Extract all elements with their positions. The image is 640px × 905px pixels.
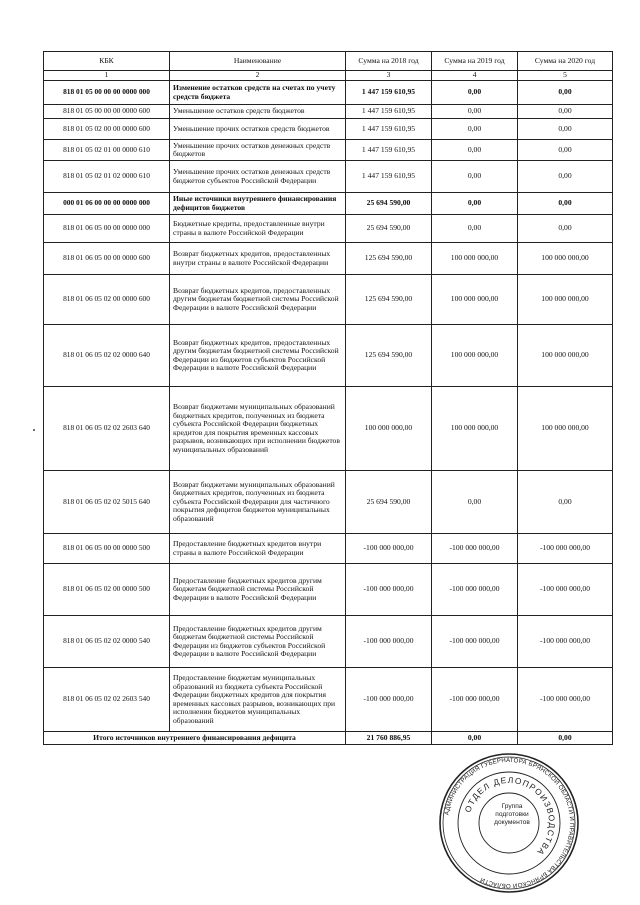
row-name: Уменьшение прочих остатков средств бюджетов [170,119,346,140]
header-name: Наименование [170,52,346,71]
column-number: 3 [346,71,432,81]
header-kbk: КБК [44,52,170,71]
table-row [44,325,613,387]
column-number: 1 [44,71,170,81]
value-2020: -100 000 000,00 [518,616,613,668]
total-2019: 0,00 [432,732,518,745]
total-label: Итого источников внутреннего финансирования дефицита [44,732,346,745]
kbk-code: 818 01 06 05 02 02 0000 640 [44,325,170,387]
value-2020: 0,00 [518,105,613,119]
total-2018: 21 760 886,95 [346,732,432,745]
kbk-code: 818 01 06 05 02 02 2603 540 [44,668,170,732]
value-2019: 0,00 [432,471,518,534]
kbk-code: 000 01 06 00 00 00 0000 000 [44,193,170,215]
kbk-code: 818 01 06 05 02 02 5015 640 [44,471,170,534]
table-row [44,534,613,564]
value-2019: -100 000 000,00 [432,534,518,564]
value-2019: 100 000 000,00 [432,325,518,387]
value-2018: 125 694 590,00 [346,243,432,275]
value-2018: -100 000 000,00 [346,668,432,732]
value-2018: -100 000 000,00 [346,534,432,564]
value-2018: 25 694 590,00 [346,471,432,534]
table-total-row [44,732,613,745]
kbk-code: 818 01 05 02 00 00 0000 600 [44,119,170,140]
value-2019: 100 000 000,00 [432,243,518,275]
header-sum-2020: Сумма на 2020 год [518,52,613,71]
kbk-code: 818 01 06 05 00 00 0000 600 [44,243,170,275]
kbk-code: 818 01 06 05 00 00 0000 500 [44,534,170,564]
row-name: Предоставление бюджетам муниципальных образований из бюджета субъекта Российской Федерации бюджетных кредитов для покрытия временных кассовых разрывов, возникающих при исполнении бюджетов муниципальных образований [170,668,346,732]
row-name: Возврат бюджетных кредитов, предоставленных другим бюджетам бюджетной системы Российской Федерации из бюджетов субъектов Российской Федерации в валюте Российской Федерации [170,325,346,387]
row-name: Возврат бюджетных кредитов, предоставленных другим бюджетам бюджетной системы Российской Федерации в валюте Российской Федерации [170,275,346,325]
value-2019: 0,00 [432,140,518,161]
value-2020: 0,00 [518,81,613,105]
value-2019: 0,00 [432,105,518,119]
value-2019: -100 000 000,00 [432,616,518,668]
table-row [44,564,613,616]
value-2019: 0,00 [432,161,518,193]
value-2020: 0,00 [518,471,613,534]
value-2018: 1 447 159 610,95 [346,119,432,140]
row-name: Уменьшение прочих остатков денежных средств бюджетов [170,140,346,161]
value-2019: -100 000 000,00 [432,564,518,616]
row-name: Возврат бюджетами муниципальных образований бюджетных кредитов, полученных из бюджета субъекта Российской Федерации бюджетных кредитов для покрытия временных кассовых разрывов, возникающих при исполнении бюджетов муниципальных образований [170,387,346,471]
table-row [44,471,613,534]
budget-table [43,51,613,745]
value-2019: 0,00 [432,119,518,140]
scan-speck [33,429,35,431]
value-2020: 0,00 [518,161,613,193]
value-2019: 0,00 [432,215,518,243]
row-name: Возврат бюджетами муниципальных образований бюджетных кредитов, полученных из бюджета субъекта Российской Федерации для частичного покрытия дефицитов бюджетов муниципальных образований [170,471,346,534]
value-2020: 0,00 [518,215,613,243]
value-2019: 100 000 000,00 [432,387,518,471]
column-number: 5 [518,71,613,81]
row-name: Уменьшение остатков средств бюджетов [170,105,346,119]
table-row [44,119,613,140]
value-2020: 100 000 000,00 [518,275,613,325]
table-row [44,616,613,668]
value-2020: 0,00 [518,193,613,215]
column-number: 4 [432,71,518,81]
row-name: Возврат бюджетных кредитов, предоставленных внутри страны в валюте Российской Федерации [170,243,346,275]
value-2018: -100 000 000,00 [346,616,432,668]
value-2018: 125 694 590,00 [346,325,432,387]
kbk-code: 818 01 06 05 00 00 0000 000 [44,215,170,243]
kbk-code: 818 01 06 05 02 02 2603 640 [44,387,170,471]
table-row [44,275,613,325]
stamp-inner-text: ОТДЕЛ ДЕЛОПРОИЗВОДСТВА [462,774,558,858]
value-2019: 0,00 [432,193,518,215]
row-name: Иные источники внутреннего финансирования дефицитов бюджетов [170,193,346,215]
value-2019: 100 000 000,00 [432,275,518,325]
row-name: Предоставление бюджетных кредитов внутри страны в валюте Российской Федерации [170,534,346,564]
row-name: Уменьшение прочих остатков денежных средств бюджетов субъектов Российской Федерации [170,161,346,193]
kbk-code: 818 01 06 05 02 02 0000 540 [44,616,170,668]
kbk-code: 818 01 05 00 00 00 0000 600 [44,105,170,119]
kbk-code: 818 01 05 02 01 00 0000 610 [44,140,170,161]
value-2020: -100 000 000,00 [518,534,613,564]
kbk-code: 818 01 06 05 02 00 0000 600 [44,275,170,325]
kbk-code: 818 01 06 05 02 00 0000 500 [44,564,170,616]
table-row [44,243,613,275]
stamp-center-text: Группа подготовки документов [494,803,530,826]
value-2020: -100 000 000,00 [518,564,613,616]
row-name: Изменение остатков средств на счетах по учету средств бюджета [170,81,346,105]
table-row [44,668,613,732]
value-2018: 25 694 590,00 [346,215,432,243]
value-2018: 1 447 159 610,95 [346,161,432,193]
column-number: 2 [170,71,346,81]
header-sum-2018: Сумма на 2018 год [346,52,432,71]
value-2019: 0,00 [432,81,518,105]
row-name: Предоставление бюджетных кредитов другим бюджетам бюджетной системы Российской Федерации из бюджетов субъектов Российской Федерации в валюте Российской Федерации [170,616,346,668]
value-2020: 100 000 000,00 [518,387,613,471]
table-row [44,140,613,161]
value-2020: 100 000 000,00 [518,243,613,275]
value-2018: 1 447 159 610,95 [346,105,432,119]
value-2020: 100 000 000,00 [518,325,613,387]
value-2019: -100 000 000,00 [432,668,518,732]
table-row [44,81,613,105]
table-row [44,215,613,243]
stamp-outer-text: АДМИНИСТРАЦИЯ ГУБЕРНАТОРА БРЯНСКОЙ ОБЛАСТИ И ПРАВИТЕЛЬСТВА БРЯНСКОЙ ОБЛАСТИ [443,756,576,890]
table-row [44,105,613,119]
kbk-code: 818 01 05 02 01 02 0000 610 [44,161,170,193]
table-row [44,387,613,471]
value-2018: 100 000 000,00 [346,387,432,471]
kbk-code: 818 01 05 00 00 00 0000 000 [44,81,170,105]
value-2018: 125 694 590,00 [346,275,432,325]
row-name: Бюджетные кредиты, предоставленные внутри страны в валюте Российской Федерации [170,215,346,243]
value-2018: 1 447 159 610,95 [346,140,432,161]
value-2020: 0,00 [518,140,613,161]
table-row [44,193,613,215]
row-name: Предоставление бюджетных кредитов другим бюджетам бюджетной системы Российской Федерации в валюте Российской Федерации [170,564,346,616]
table-row [44,161,613,193]
value-2020: -100 000 000,00 [518,668,613,732]
value-2018: -100 000 000,00 [346,564,432,616]
value-2018: 25 694 590,00 [346,193,432,215]
value-2018: 1 447 159 610,95 [346,81,432,105]
header-sum-2019: Сумма на 2019 год [432,52,518,71]
total-2020: 0,00 [518,732,613,745]
value-2020: 0,00 [518,119,613,140]
